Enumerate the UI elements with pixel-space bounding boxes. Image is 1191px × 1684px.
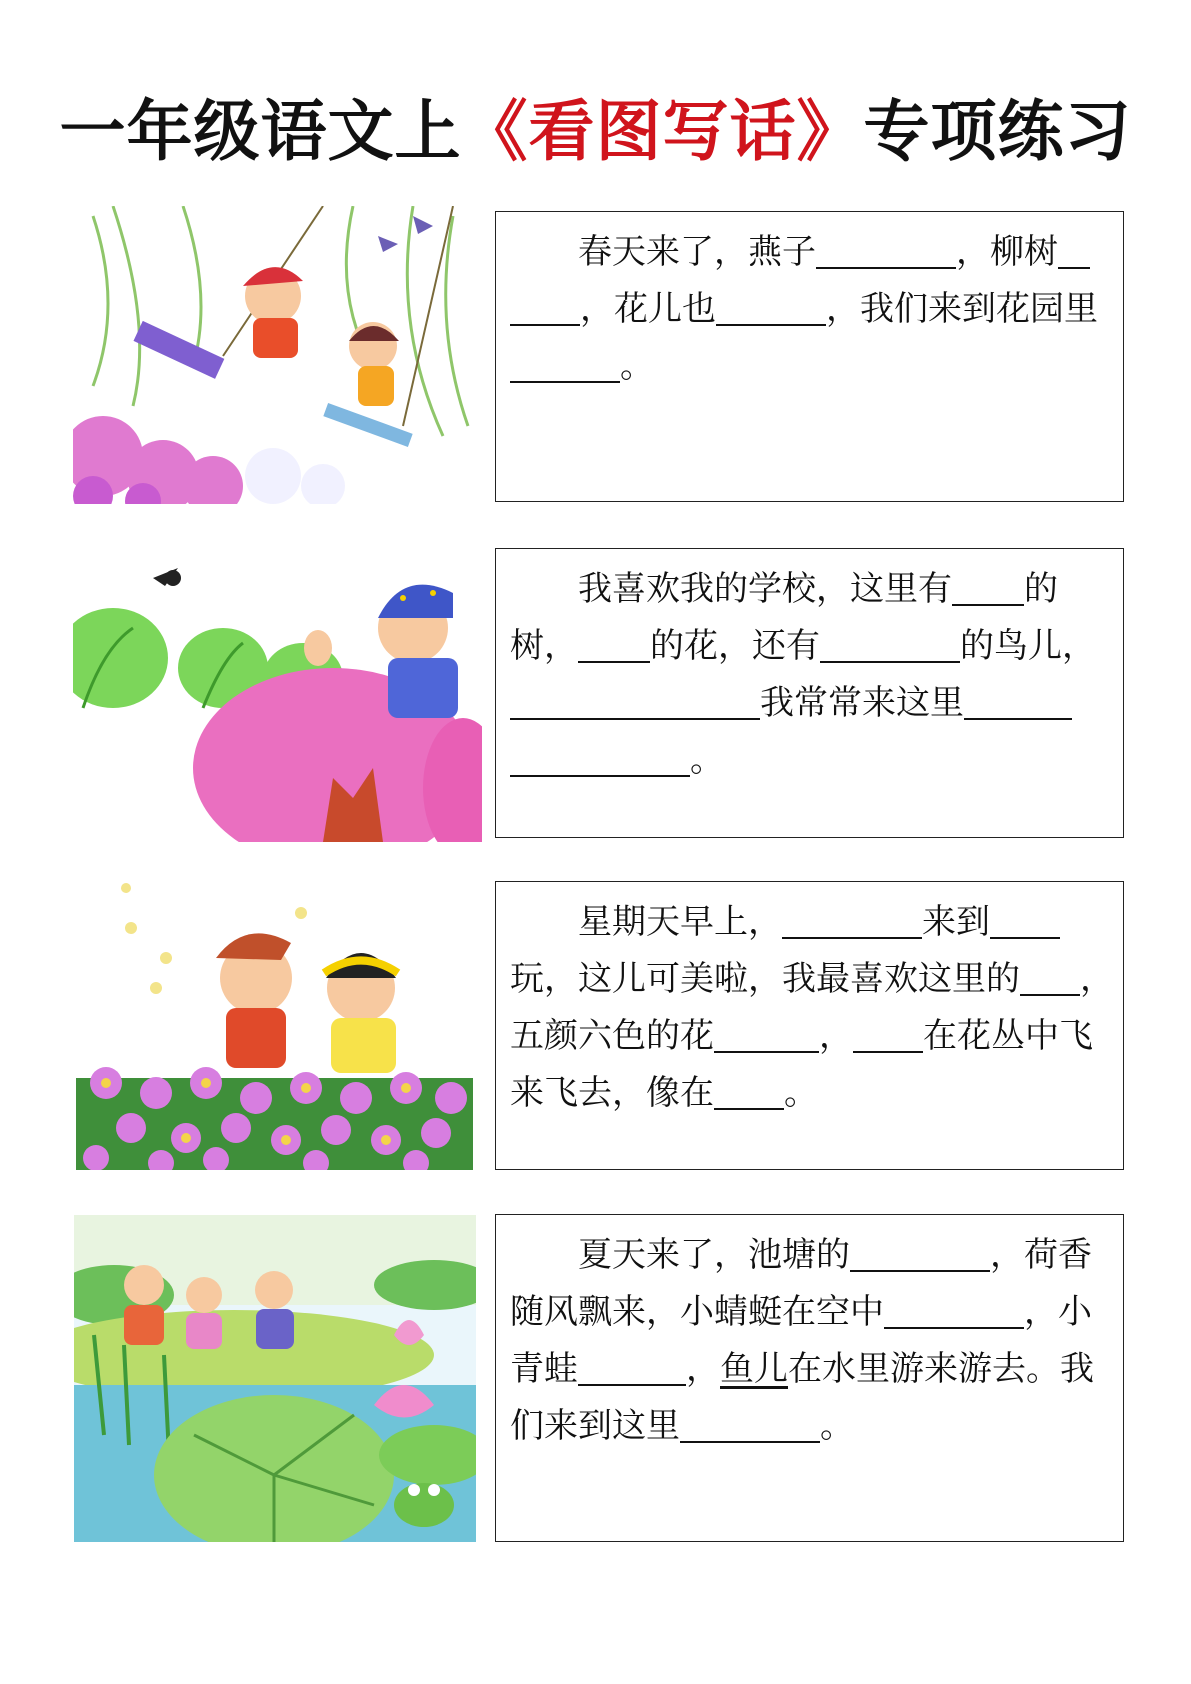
text-segment: 星期天早上， bbox=[578, 902, 782, 942]
text-segment: ，小 bbox=[1024, 1292, 1092, 1332]
title-highlight: 《看图写话》 bbox=[461, 92, 864, 170]
blank-underline[interactable] bbox=[510, 686, 760, 720]
blank-underline[interactable] bbox=[578, 629, 650, 663]
text-segment: ， bbox=[1080, 959, 1114, 999]
blank-underline[interactable] bbox=[952, 572, 1024, 606]
text-segment: 。 bbox=[820, 1406, 854, 1446]
blank-underline[interactable] bbox=[964, 686, 1072, 720]
text-segment: 。 bbox=[784, 1073, 818, 1113]
text-segment: 来到 bbox=[922, 902, 990, 942]
text-segment: 青蛙 bbox=[510, 1349, 578, 1389]
text-segment: 树， bbox=[510, 626, 578, 666]
text-segment: ， bbox=[819, 1016, 853, 1056]
underlined-text: 鱼儿 bbox=[720, 1349, 788, 1389]
blank-underline[interactable] bbox=[1058, 235, 1090, 269]
text-segment: 来飞去，像在 bbox=[510, 1073, 714, 1113]
blank-underline[interactable] bbox=[816, 235, 956, 269]
exercise-box-3 bbox=[495, 881, 1124, 1170]
text-segment: 夏天来了，池塘的 bbox=[578, 1235, 850, 1275]
text-segment: 五颜六色的花 bbox=[510, 1016, 714, 1056]
blank-underline[interactable] bbox=[853, 1019, 923, 1053]
text-segment: 在水里游来游去。我 bbox=[788, 1349, 1094, 1389]
picture-flower-garden bbox=[76, 878, 473, 1170]
blank-underline[interactable] bbox=[714, 1019, 819, 1053]
exercise-box-4 bbox=[495, 1214, 1124, 1542]
text-segment: 的鸟儿， bbox=[960, 626, 1096, 666]
text-segment: ，我们来到花园里 bbox=[826, 289, 1098, 329]
text-segment: 随风飘来，小蜻蜓在空中 bbox=[510, 1292, 884, 1332]
blank-underline[interactable] bbox=[782, 905, 922, 939]
picture-school bbox=[73, 548, 482, 842]
picture-pond bbox=[74, 1215, 476, 1542]
text-segment: 玩，这儿可美啦，我最喜欢这里的 bbox=[510, 959, 1020, 999]
text-segment: 的 bbox=[1024, 569, 1058, 609]
text-segment: 我常常来这里 bbox=[760, 683, 964, 723]
picture-swing bbox=[73, 206, 471, 504]
text-segment: ，荷香 bbox=[990, 1235, 1092, 1275]
text-segment: 。 bbox=[690, 740, 724, 780]
blank-underline[interactable] bbox=[510, 292, 580, 326]
blank-underline[interactable] bbox=[820, 629, 960, 663]
blank-underline[interactable] bbox=[990, 905, 1060, 939]
blank-underline[interactable] bbox=[578, 1352, 686, 1386]
text-segment: 在花丛中飞 bbox=[923, 1016, 1093, 1056]
title-suffix: 专项练习 bbox=[863, 92, 1132, 170]
text-segment: 春天来了，燕子 bbox=[578, 232, 816, 272]
blank-underline[interactable] bbox=[1020, 962, 1080, 996]
text-segment: ，柳树 bbox=[956, 232, 1058, 272]
exercise-box-2 bbox=[495, 548, 1124, 838]
blank-underline[interactable] bbox=[716, 292, 826, 326]
blank-underline[interactable] bbox=[510, 349, 620, 383]
exercise-box-1 bbox=[495, 211, 1124, 502]
text-segment: 我喜欢我的学校，这里有 bbox=[578, 569, 952, 609]
blank-underline[interactable] bbox=[714, 1076, 784, 1110]
text-segment: 们来到这里 bbox=[510, 1406, 680, 1446]
text-segment: 的花，还有 bbox=[650, 626, 820, 666]
blank-underline[interactable] bbox=[850, 1238, 990, 1272]
text-segment: ，花儿也 bbox=[580, 289, 716, 329]
blank-underline[interactable] bbox=[510, 743, 690, 777]
page-title bbox=[0, 78, 1191, 173]
blank-underline[interactable] bbox=[884, 1295, 1024, 1329]
text-segment: ， bbox=[686, 1349, 720, 1389]
text-segment: 。 bbox=[620, 346, 654, 386]
blank-underline[interactable] bbox=[680, 1409, 820, 1443]
title-prefix: 一年级语文上 bbox=[59, 92, 462, 170]
